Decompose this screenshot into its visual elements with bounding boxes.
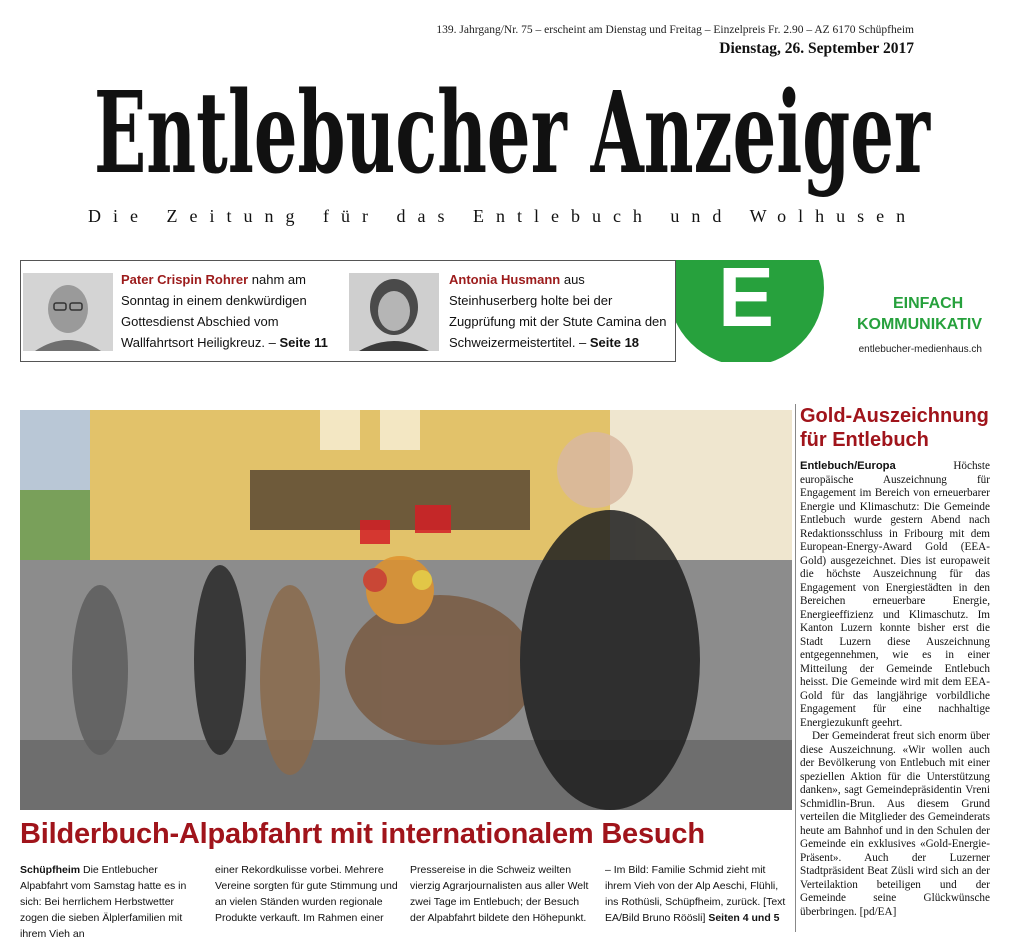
teaser-2-name: Antonia Husmann	[449, 272, 561, 287]
main-column-3: Pressereise in die Schweiz weilten vierzig Agrarjournalisten aus aller Welt zwei Tage im Entlebuch; der Besuch der Alpabfahrt bildete den Höhepunkt.	[410, 864, 589, 924]
issue-date: Dienstag, 26. September 2017	[719, 40, 914, 57]
issue-meta: 139. Jahrgang/Nr. 75 – erscheint am Dienstag und Freitag – Einzelpreis Fr. 2.90 – AZ 6170 Schüpfheim	[436, 24, 914, 36]
sidebar-place: Entlebuch/Europa	[800, 460, 896, 472]
teaser-1-text: Pater Crispin Rohrer nahm am Sonntag in einem denkwürdigen Gottesdienst Abschied vom Wallfahrtsort Heiligkreuz. – Seite 11	[121, 272, 328, 350]
ad-logo-icon	[676, 260, 886, 362]
teaser-1-page: Seite 11	[279, 335, 328, 350]
main-headline[interactable]: Bilderbuch-Alpabfahrt mit internationalem Besuch	[20, 818, 705, 850]
teaser-2[interactable]	[347, 261, 673, 361]
sidebar-article	[800, 404, 990, 919]
ad-line-1: EINFACH	[893, 295, 964, 312]
teaser-photo-husmann	[349, 273, 439, 351]
sidebar-title[interactable]: Gold-Auszeichnung für Entlebuch	[800, 405, 989, 451]
ad-line-2: KOMMUNIKATIV	[856, 316, 982, 333]
tagline: Die Zeitung für das Entlebuch und Wolhusen	[88, 206, 918, 226]
teaser-1[interactable]	[21, 261, 346, 361]
main-place: Schüpfheim	[20, 864, 81, 876]
main-column-4: – Im Bild: Familie Schmid zieht mit ihrem Vieh von der Alp Aeschi, Flühli, ins Rothüsli, Schüpfheim, zurück. [Text EA/Bild Bruno Röösli] Seiten 4 und 5	[605, 864, 786, 924]
ad-logo-letter: E	[717, 260, 775, 344]
masthead-title: Entlebucher Anzeiger	[94, 68, 932, 199]
sidebar-paragraph-1: Entlebuch/Europa Höchste europäische Auszeichnung für Engagement im Bereich von erneuerbarer Energie und Klimaschutz: Die Gemeinde Entlebuch wurde gestern Abend nach Redaktionsschluss in Fribourg mit dem European-Energy-Award Gold (EEA-Gold) ausgezeichnet. Dies ist europaweit die höchste Auszeichnung für das Engagement von Energiestädten in den Bereichen erneuerbare Energie, Energieeffizienz und Klimaschutz. Im Kanton Luzern konnte bisher erst die Stadt Luzern diese Auszeichnung entgegennehmen, wie es in einer Mitteilung der Gemeinde Entlebuch heisst. Die Gemeinde wird mit dem EEA-Gold für das langjährige vorbildliche Engagement für eine nachhaltige Energiezukunft geehrt.	[800, 460, 990, 729]
teaser-2-text: Antonia Husmann aus Steinhuserberg holte bei der Zugprüfung mit der Stute Camina den Schweizermeistertitel. – Seite 18	[449, 272, 667, 350]
main-column-2: einer Rekordkulisse vorbei. Mehrere Vereine sorgten für gute Stimmung und an vielen Ständen wurden regionale Produkte verkauft. Im Rahmen einer	[215, 864, 398, 924]
teaser-2-page: Seite 18	[589, 335, 640, 350]
main-column-1: Schüpfheim Die Entlebucher Alpabfahrt vom Samstag hatte es in sich: Bei herrlichem Herbstwetter zogen die sieben Älplerfamilien mit ihrem Vieh an	[20, 864, 187, 940]
main-pages: Seiten 4 und 5	[708, 912, 780, 924]
sidebar-body	[800, 460, 990, 919]
main-photo	[20, 410, 792, 810]
teaser-photo-rohrer	[23, 273, 113, 351]
sidebar-paragraph-2: Der Gemeinderat freut sich enorm über diese Auszeichnung. «Wir wollen auch der Bevölkerung von Entlebuch mit einer speziellen Aktion für die Unterstützung danken», sagt Gemeindepräsidentin Vreni Schmidlin-Brun. Aus diesem Grund verteilen die Mitglieder des Gemeinderats heute am Bahnhof und in den Schulen der Gemeinde ein exklusives «Gold-Energie-Präsent». Auch der Luzerner Stadtpräsident Beat Züsli wird sich an der Verteilaktion beteiligen und der Gemeinde seine Glückwünsche überbringen. [pd/EA]	[800, 730, 990, 918]
teaser-strip	[20, 260, 986, 362]
sidebar-divider	[795, 404, 796, 932]
teaser-1-name: Pater Crispin Rohrer	[121, 272, 249, 287]
ad-medienhaus[interactable]	[675, 260, 988, 362]
ad-url[interactable]: entlebucher-medienhaus.ch	[858, 344, 982, 355]
masthead	[88, 54, 936, 204]
